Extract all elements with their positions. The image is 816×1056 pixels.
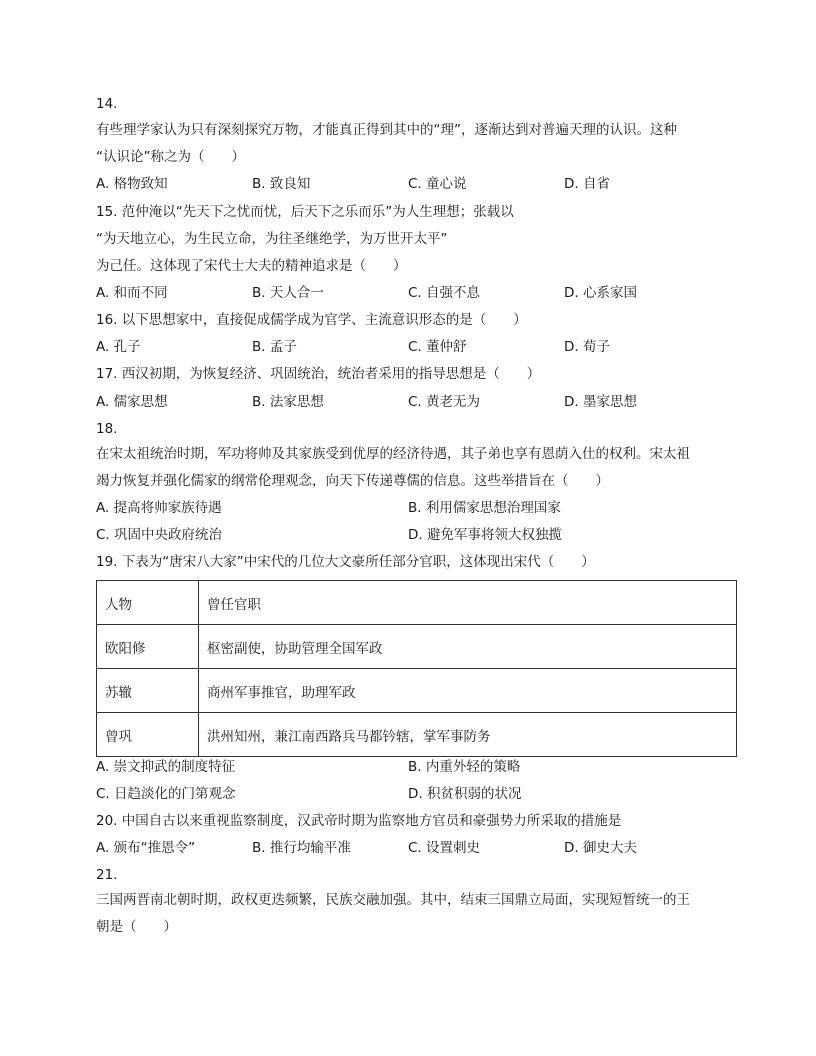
q18-number: 18. <box>96 421 118 437</box>
table-header-row <box>97 581 737 625</box>
q19-option-a: A. 崇文抑武的制度特征 <box>96 759 236 775</box>
q19-option-d: D. 积贫积弱的状况 <box>408 786 522 802</box>
q18-option-a: A. 提高将帅家族待遇 <box>96 500 222 516</box>
q20-option-c: C. 设置刺史 <box>408 840 481 856</box>
q15-stem-line2: “为天地立心，为生民立命，为往圣继绝学，为万世开太平” <box>96 231 448 247</box>
q17-option-a: A. 儒家思想 <box>96 394 168 410</box>
q19-stem: 19. 下表为“唐宋八大家”中宋代的几位大文豪所任部分官职，这体现出宋代（ ） <box>96 554 595 570</box>
q17-stem: 17. 西汉初期，为恢复经济、巩固统治，统治者采用的指导思想是（ ） <box>96 366 541 382</box>
q14-number: 14. <box>96 96 118 112</box>
q15-stem-line1: 15. 范仲淹以“先天下之忧而忧，后天下之乐而乐”为人生理想；张载以 <box>96 204 514 220</box>
q14-option-a: A. 格物致知 <box>96 176 168 192</box>
q16-option-d: D. 荀子 <box>564 339 610 355</box>
table-cell: 商州军事推官，助理军政 <box>199 669 737 713</box>
q17-option-b: B. 法家思想 <box>252 394 324 410</box>
table-cell: 曾巩 <box>97 713 199 757</box>
table-row <box>97 625 737 669</box>
q16-option-c: C. 董仲舒 <box>408 339 467 355</box>
q17-option-d: D. 墨家思想 <box>564 394 637 410</box>
q21-stem-line1: 三国两晋南北朝时期，政权更迭频繁，民族交融加强。其中，结束三国鼎立局面，实现短暂统一的王 <box>96 892 690 908</box>
q16-stem: 16. 以下思想家中，直接促成儒学成为官学、主流意识形态的是（ ） <box>96 312 527 328</box>
q19-option-b: B. 内重外轻的策略 <box>408 759 521 775</box>
q16-option-a: A. 孔子 <box>96 339 141 355</box>
q20-option-a: A. 颁布“推恩令” <box>96 840 196 856</box>
q14-stem-line2: “认识论”称之为（ ） <box>96 149 245 165</box>
q16-option-b: B. 孟子 <box>252 339 297 355</box>
table-cell: 枢密副使，协助管理全国军政 <box>199 625 737 669</box>
q14-option-c: C. 童心说 <box>408 176 467 192</box>
q19-officials-table <box>96 580 737 757</box>
q18-stem-line2: 竭力恢复并强化儒家的纲常伦理观念，向天下传递尊儒的信息。这些举措旨在（ ） <box>96 473 609 489</box>
table-row <box>97 713 737 757</box>
q19-option-c: C. 日趋淡化的门第观念 <box>96 786 236 802</box>
q18-stem-line1: 在宋太祖统治时期，军功将帅及其家族受到优厚的经济待遇，其子弟也享有恩荫入仕的权利。宋太祖 <box>96 446 690 462</box>
table-header-cell: 曾任官职 <box>199 581 737 625</box>
table-cell: 欧阳修 <box>97 625 199 669</box>
q17-option-c: C. 黄老无为 <box>408 394 481 410</box>
q15-option-d: D. 心系家国 <box>564 285 637 301</box>
q21-stem-line2: 朝是（ ） <box>96 919 177 935</box>
q14-stem-line1: 有些理学家认为只有深刻探究万物，才能真正得到其中的“理”，逐渐达到对普遍天理的认识。这种 <box>96 122 677 138</box>
q20-option-d: D. 御史大夫 <box>564 840 637 856</box>
q20-option-b: B. 推行均输平准 <box>252 840 351 856</box>
q18-option-c: C. 巩固中央政府统治 <box>96 527 223 543</box>
q15-option-c: C. 自强不息 <box>408 285 481 301</box>
q21-number: 21. <box>96 867 118 883</box>
table-row <box>97 669 737 713</box>
q14-option-b: B. 致良知 <box>252 176 311 192</box>
q20-stem: 20. 中国自古以来重视监察制度，汉武帝时期为监察地方官员和豪强势力所采取的措施是 <box>96 813 622 829</box>
table-cell: 洪州知州，兼江南西路兵马都钤辖，掌军事防务 <box>199 713 737 757</box>
q14-option-d: D. 自省 <box>564 176 610 192</box>
q15-stem-line3: 为己任。这体现了宋代士大夫的精神追求是（ ） <box>96 258 407 274</box>
q18-option-b: B. 利用儒家思想治理国家 <box>408 500 561 516</box>
q15-option-a: A. 和而不同 <box>96 285 168 301</box>
table-cell: 苏辙 <box>97 669 199 713</box>
q15-option-b: B. 天人合一 <box>252 285 324 301</box>
table-header-cell: 人物 <box>97 581 199 625</box>
q18-option-d: D. 避免军事将领大权独揽 <box>408 527 562 543</box>
